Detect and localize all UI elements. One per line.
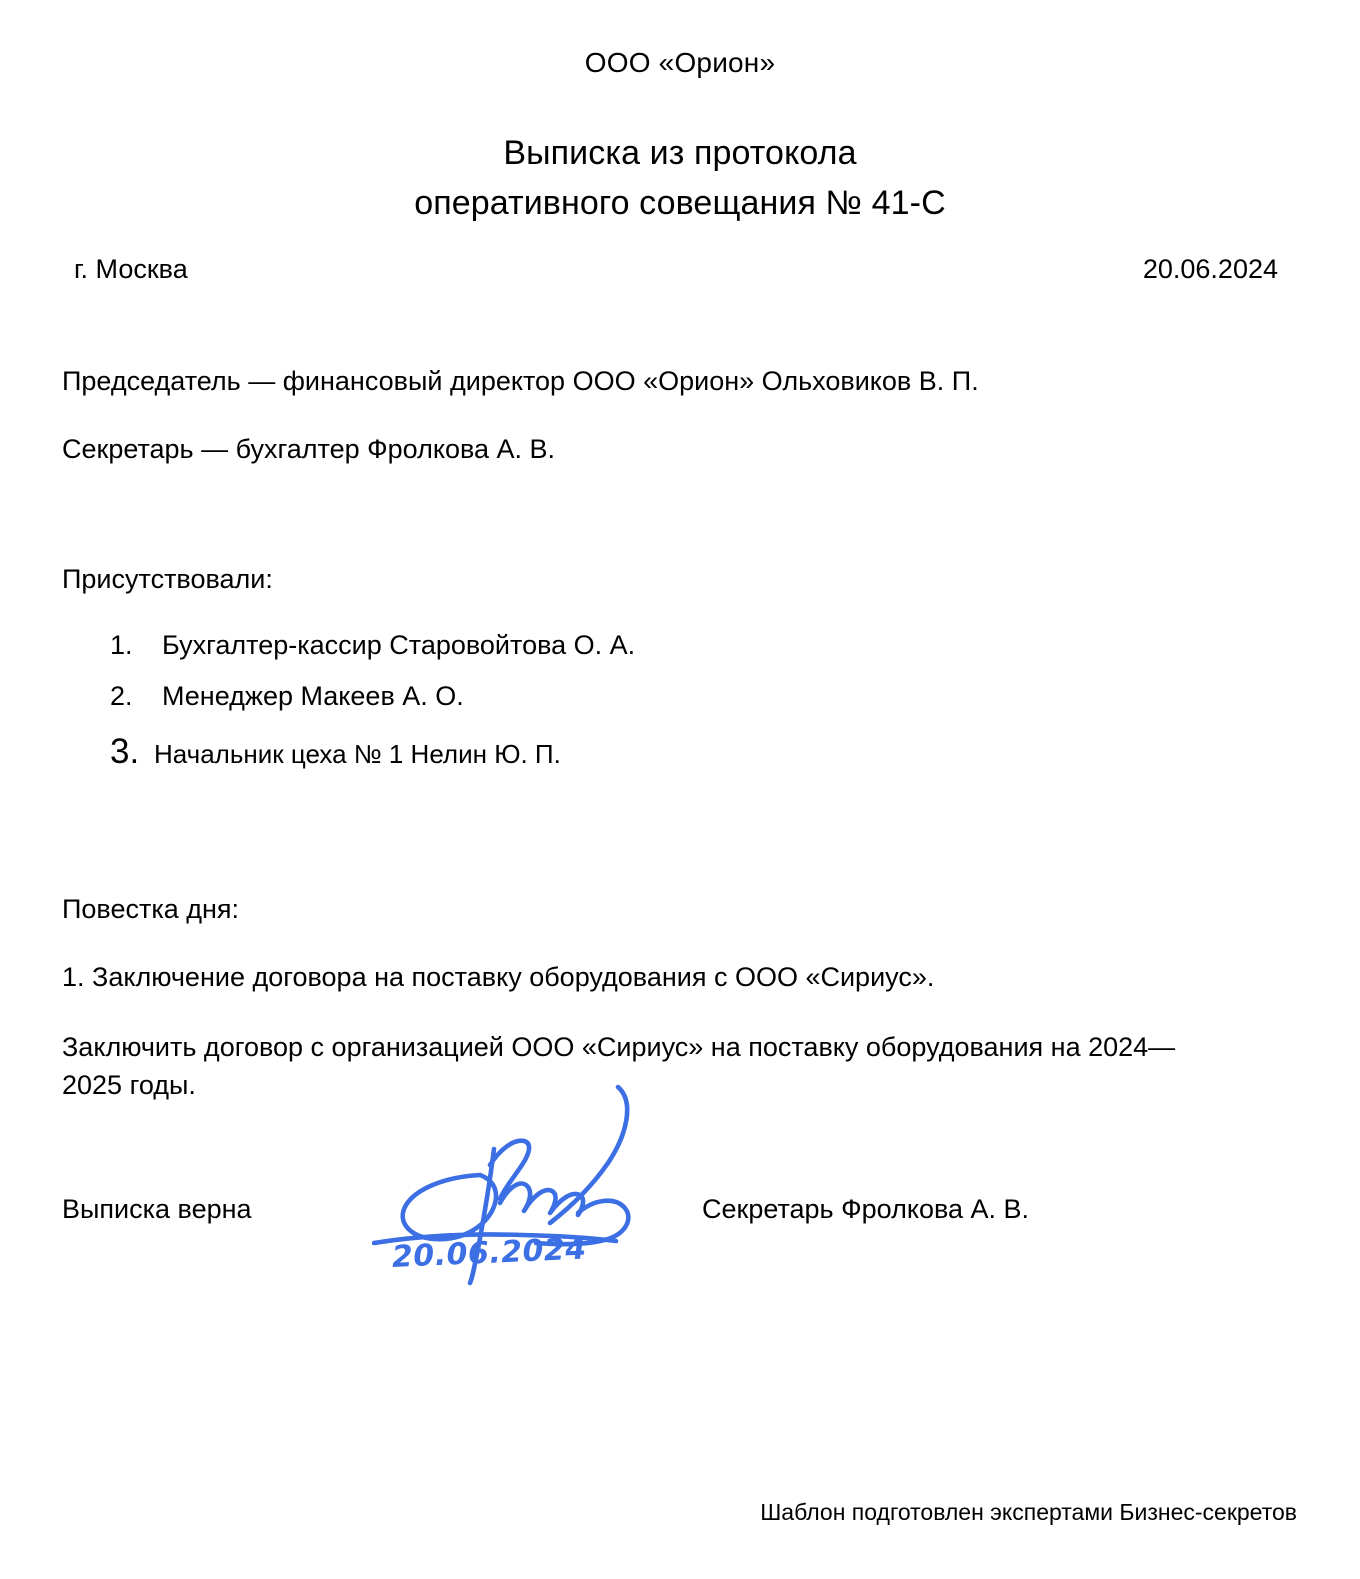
list-item	[62, 732, 1162, 772]
footer-note: Шаблон подготовлен экспертами Бизнес-секретов	[760, 1499, 1297, 1525]
certification-label: Выписка верна	[62, 1194, 252, 1224]
list-item-marker: 2.	[110, 681, 133, 711]
list-item	[62, 630, 1162, 661]
list-item-label: Бухгалтер-кассир Старовойтова О. А.	[162, 630, 636, 660]
attendees-heading: Присутствовали:	[62, 564, 273, 594]
document-title-line-2: оперативного совещания № 41-С	[414, 184, 946, 222]
list-item-label: Менеджер Макеев А. О.	[162, 681, 464, 711]
list-item	[62, 681, 1162, 712]
handwritten-date: 20.06.2024	[391, 1231, 588, 1275]
secretary-line: Секретарь — бухгалтер Фролкова А. В.	[62, 434, 556, 464]
agenda-item: 1. Заключение договора на поставку оборудования с ООО «Сириус».	[62, 962, 935, 992]
agenda-resolution: Заключить договор с организацией ООО «Сириус» на поставку оборудования на 2024—2025 годы.	[62, 1032, 1176, 1100]
place-and-date-row	[62, 252, 1278, 286]
list-item-label: Начальник цеха № 1 Нелин Ю. П.	[154, 739, 561, 769]
agenda-heading: Повестка дня:	[62, 894, 240, 924]
page-title	[0, 128, 1360, 228]
attendees-list	[62, 630, 1162, 792]
document-title-line-1: Выписка из протокола	[503, 134, 857, 172]
organization-name: ООО «Орион»	[584, 47, 776, 78]
chairman-line: Председатель — финансовый директор ООО «Орион» Ольховиков В. П.	[62, 366, 979, 396]
list-item-marker: 1.	[110, 630, 133, 660]
city-label: г. Москва	[74, 254, 188, 284]
signatory-label: Секретарь Фролкова А. В.	[702, 1194, 1030, 1224]
document-date: 20.06.2024	[1142, 254, 1278, 284]
list-item-marker: 3.	[110, 732, 140, 771]
